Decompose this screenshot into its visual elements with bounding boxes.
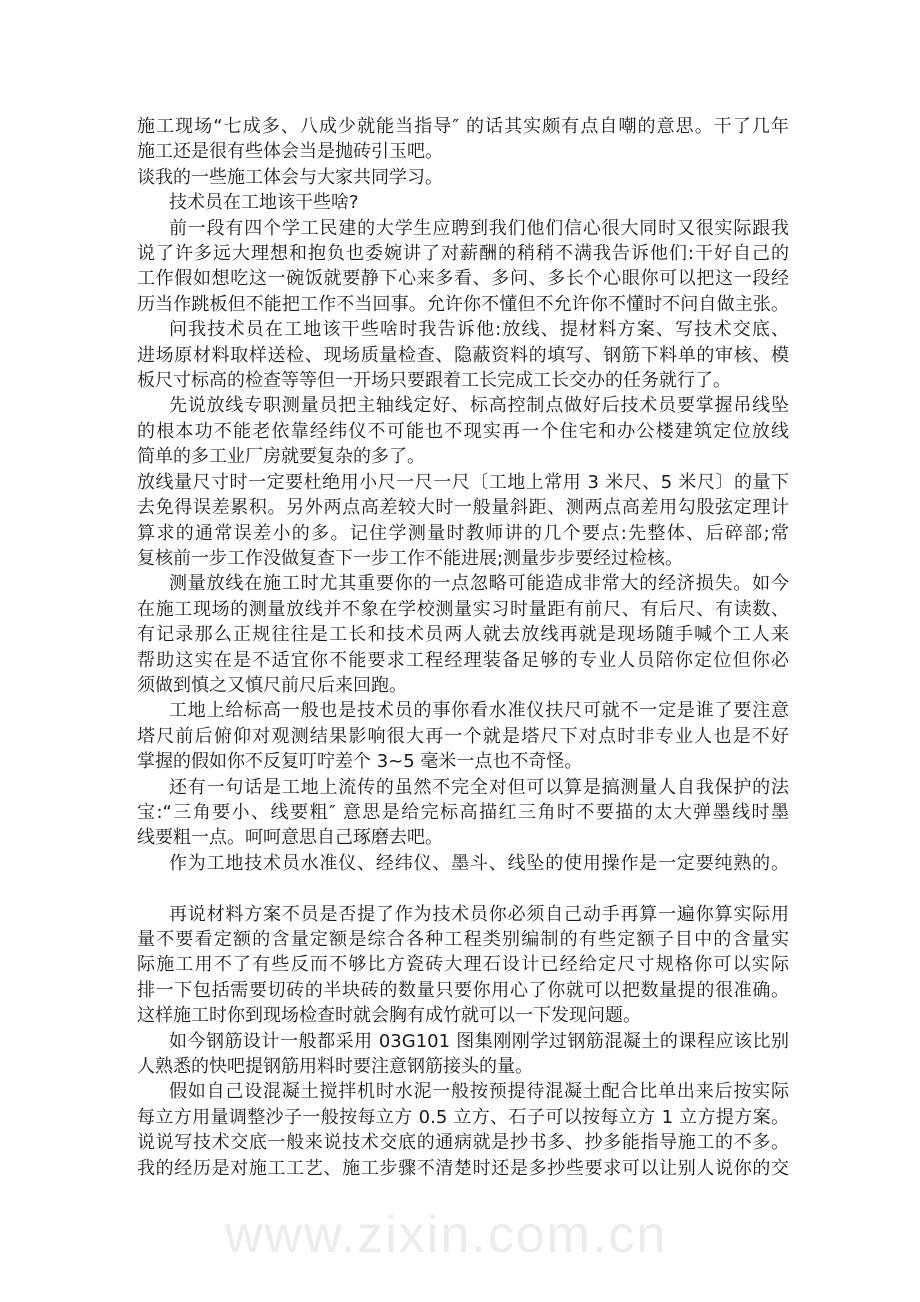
text-line: 施工还是很有些体会当是抛砖引玉吧。 (137, 141, 443, 163)
text-line: 作为工地技术员水准仪、经纬仪、墨斗、线坠的使用操作是一定要纯熟的。 (169, 852, 789, 874)
text-line: 如今钢筋设计一般都采用 03G101 图集刚刚学过钢筋混凝土的课程应该比别 (169, 1030, 789, 1052)
text-line: 线要粗一点。呵呵意思自己琢磨去吧。 (137, 827, 443, 849)
text-line (137, 876, 789, 901)
text-line: 先说放线专职测量员把主轴线定好、标高控制点做好后技术员要掌握吊线坠 (169, 395, 789, 417)
text-line: 假如自己设混凝土搅拌机时水泥一般按预提待混凝土配合比单出来后按实际 (169, 1081, 789, 1103)
text-line: 放线量尺寸时一定要杜绝用小尺一尺一尺〔工地上常用 3 米尺、5 米尺〕的量下 (137, 471, 789, 493)
text-line: 帮助这实在是不适宜你不能要求工程经理装备足够的专业人员陪你定位但你必 (137, 649, 789, 671)
text-line: 掌握的假如你不反复叮咛差个 3~5 毫米一点也不奇怪。 (137, 751, 583, 773)
text-line: 说说写技术交底一般来说技术交底的通病就是抄书多、抄多能指导施工的不多。 (137, 1132, 789, 1154)
text-line: 进场原材料取样送检、现场质量检查、隐蔽资料的填写、钢筋下料单的审核、模 (137, 344, 789, 366)
text-line: 在施工现场的测量放线并不象在学校测量实习时量距有前尺、有后尺、有读数、 (137, 598, 789, 620)
text-line: 工地上给标高一般也是技术员的事你看水准仪扶尺可就不一定是谁了要注意 (169, 700, 789, 722)
text-line: 量不要看定额的含量定额是综合各种工程类别编制的有些定额子目中的含量实 (137, 928, 789, 950)
text-line: 说了许多远大理想和抱负也委婉讲了对薪酬的稍稍不满我告诉他们:干好自己的 (137, 243, 789, 265)
text-line: 塔尺前后俯仰对观测结果影响很大再一个就是塔尺下对点时非专业人也是不好 (137, 725, 789, 747)
text-line: 前一段有四个学工民建的大学生应聘到我们他们信心很大同时又很实际跟我 (169, 217, 789, 239)
text-line: 施工现场“七成多、八成少就能当指导″ 的话其实颇有点自嘲的意思。干了几年 (137, 116, 789, 137)
text-line: 工作假如想吃这一碗饭就要静下心来多看、多问、多长个心眼你可以把这一段经 (137, 268, 789, 290)
text-line: 须做到慎之又慎尺前尺后来回跑。 (137, 674, 407, 696)
watermark: www.zixin.com.cn (225, 1206, 668, 1264)
text-line: 算求的通常误差小的多。记住学测量时教师讲的几个要点:先整体、后碎部;常 (137, 522, 789, 544)
text-line: 这样施工时你到现场检查时就会胸有成竹就可以一下发现问题。 (137, 1005, 641, 1027)
text-line: 人熟悉的快吧提钢筋用料时要注意钢筋接头的量。 (137, 1056, 533, 1078)
text-line: 简单的多工业厂房就要复杂的多了。 (137, 446, 425, 468)
text-line: 宝:“三角要小、线要粗″ 意思是给完标高描红三角时不要描的太大弹墨线时墨 (137, 801, 789, 823)
document-body (137, 114, 789, 1181)
text-line: 技术员在工地该干些啥? (169, 192, 359, 214)
text-line: 排一下包括需要切砖的半块砖的数量只要你用心了你就可以把数量提的很准确。 (137, 979, 789, 1001)
text-line: 测量放线在施工时尤其重要你的一点忽略可能造成非常大的经济损失。如今 (169, 573, 789, 595)
text-line: 谈我的一些施工体会与大家共同学习。 (137, 166, 443, 188)
text-line: 的根本功不能老依靠经纬仪不可能也不现实再一个住宅和办公楼建筑定位放线 (137, 420, 789, 442)
text-line: 历当作跳板但不能把工作不当回事。允许你不懂但不允许你不懂时不问自做主张。 (137, 293, 789, 315)
text-line: 去免得误差累积。另外两点高差较大时一般量斜距、测两点高差用勾股弦定理计 (137, 497, 789, 519)
text-line: 还有一句话是工地上流传的虽然不完全对但可以算是搞测量人自我保护的法 (169, 776, 789, 798)
text-line: 板尺寸标高的检查等等但一开场只要跟着工长完成工长交办的任务就行了。 (137, 370, 731, 392)
text-line: 问我技术员在工地该干些啥时我告诉他:放线、提材料方案、写技术交底、 (169, 319, 789, 341)
text-line: 复核前一步工作没做复查下一步工作不能进展;测量步步要经过检核。 (137, 547, 684, 569)
text-line: 际施工用不了有些反而不够比方瓷砖大理石设计已经给定尺寸规格你可以实际 (137, 954, 789, 976)
text-line: 每立方用量调整沙子一般按每立方 0.5 立方、石子可以按每立方 1 立方提方案。 (137, 1106, 789, 1128)
text-line: 有记录那么正规往往是工长和技术员两人就去放线再就是现场随手喊个工人来 (137, 624, 789, 646)
text-line: 我的经历是对施工工艺、施工步骤不清楚时还是多抄些要求可以让别人说你的交 (137, 1157, 789, 1179)
text-line: 再说材料方案不员是否提了作为技术员你必须自己动手再算一遍你算实际用 (169, 903, 789, 925)
